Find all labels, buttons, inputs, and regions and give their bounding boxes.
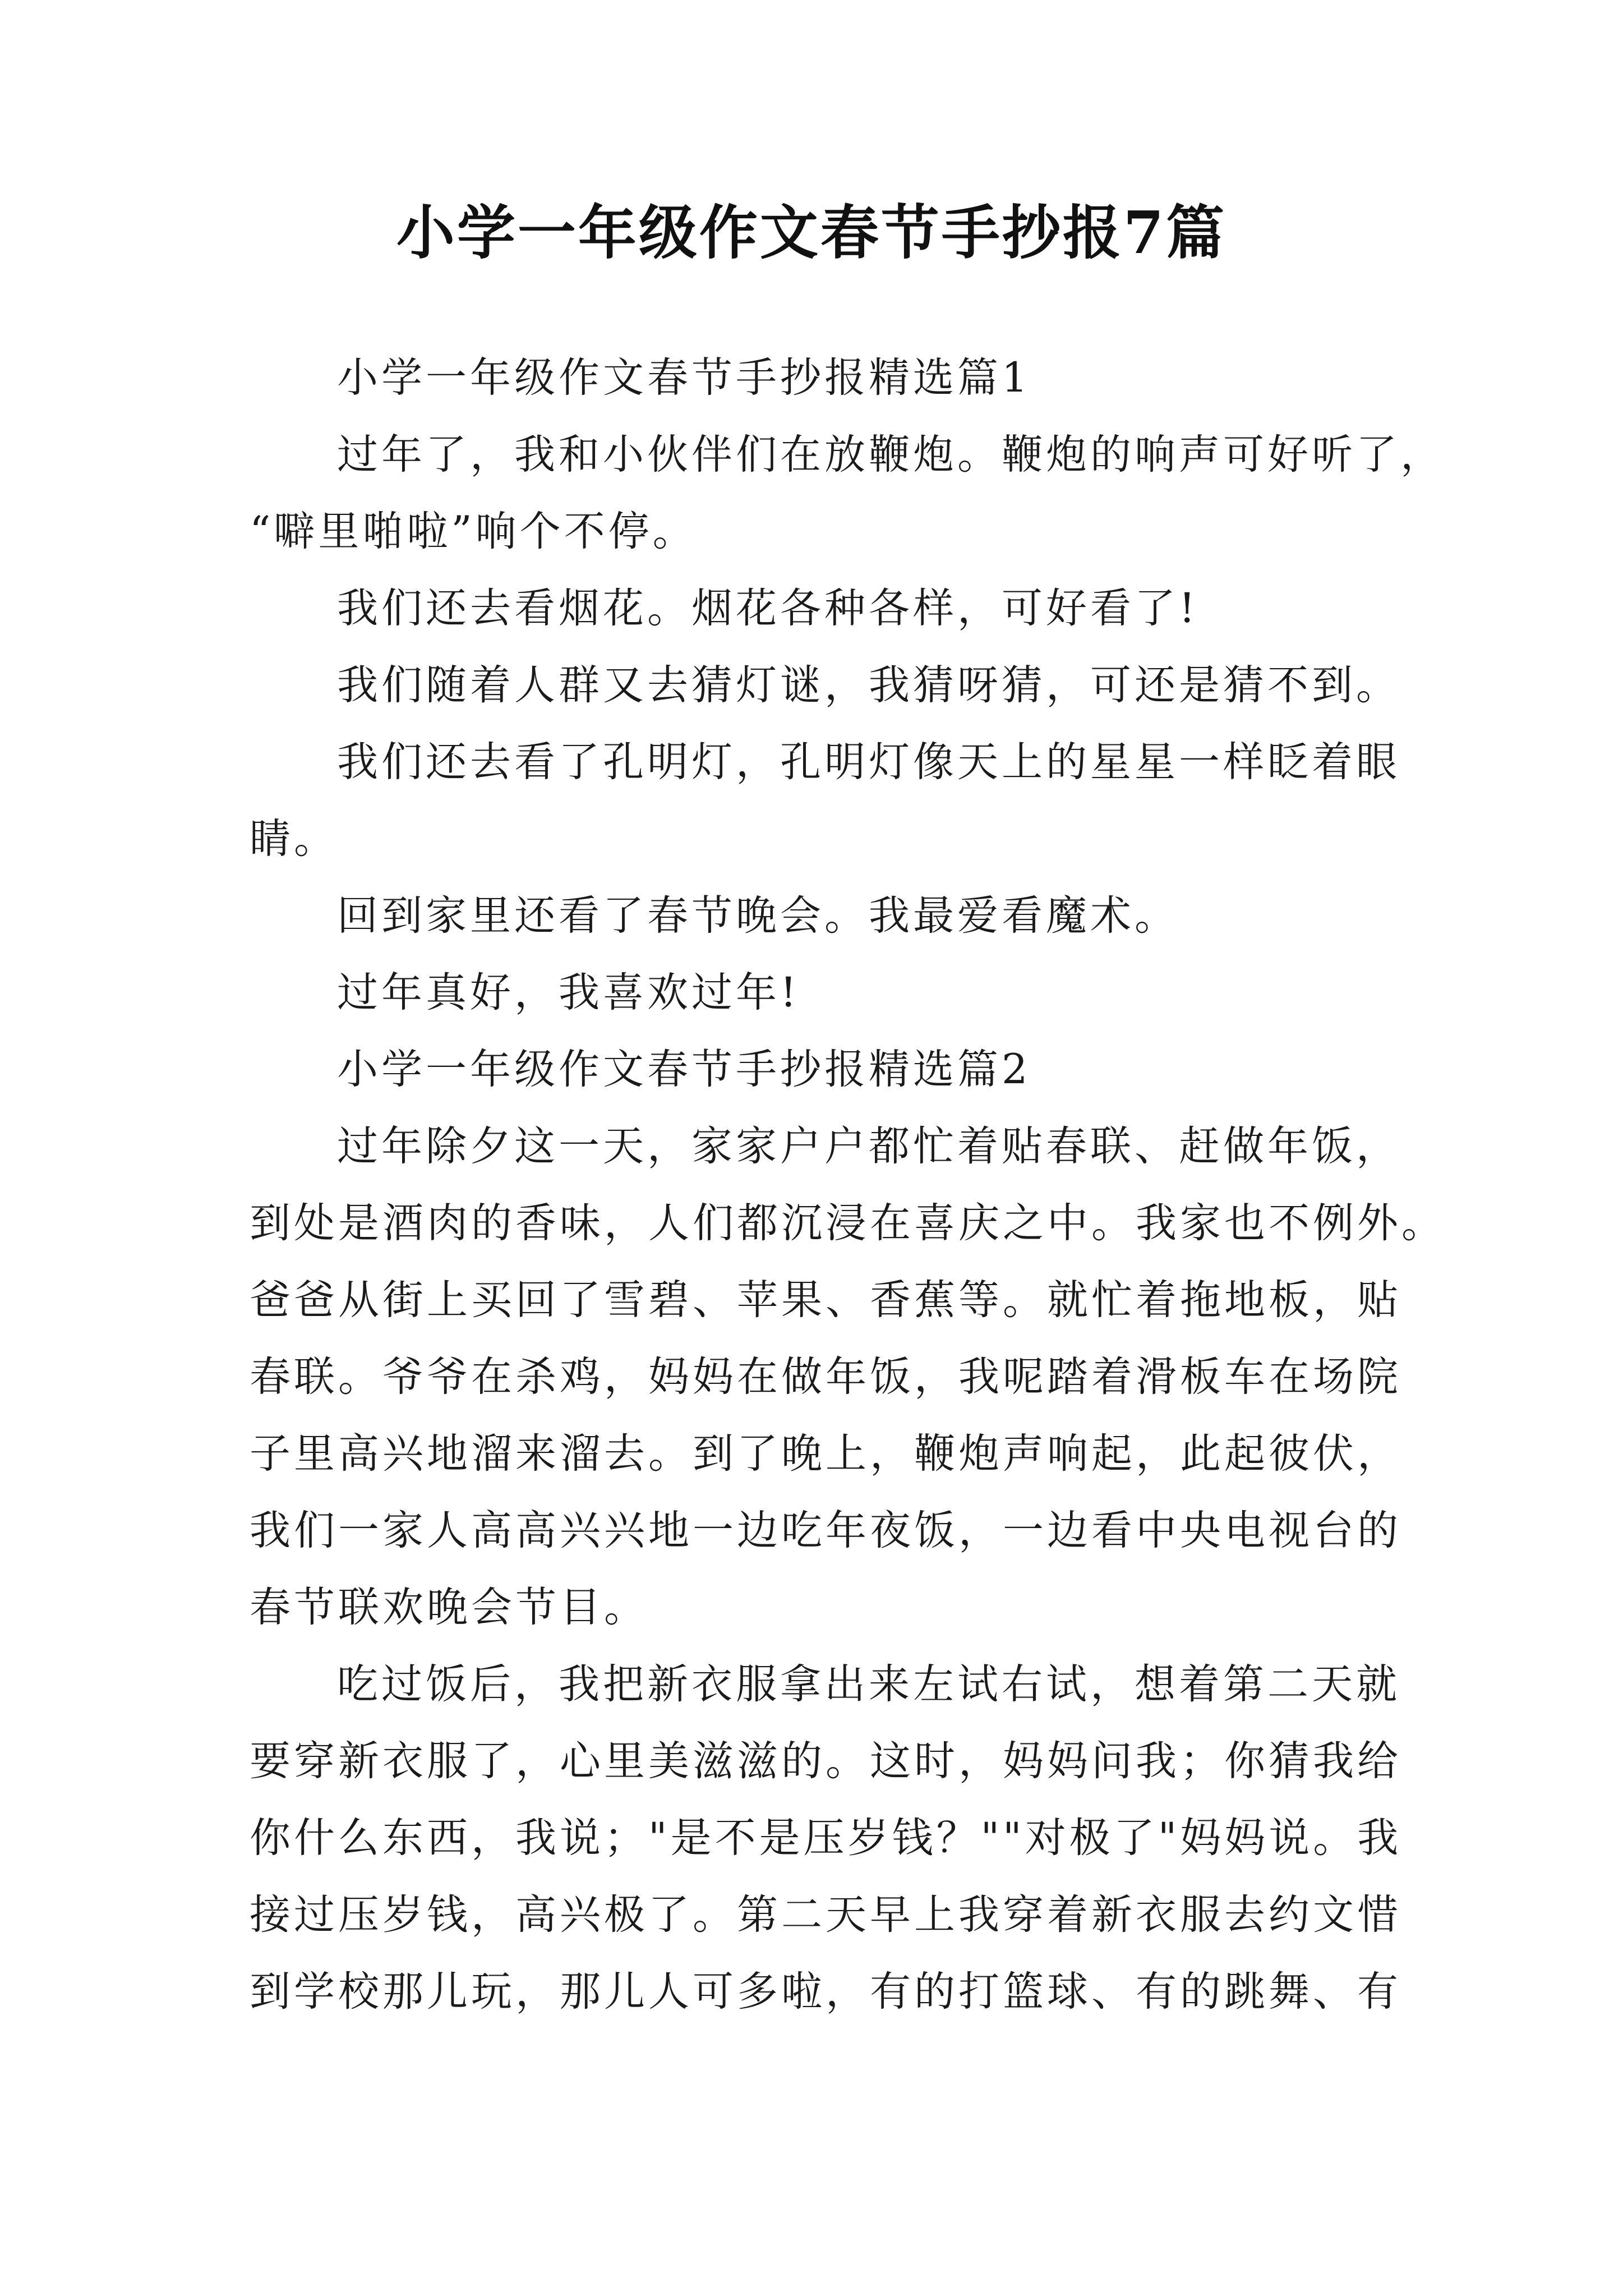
- paragraph-line: 接过压岁钱，高兴极了。第二天早上我穿着新衣服去约文惜: [250, 1891, 1401, 1939]
- paragraph-line: 春节联欢晚会节目。: [250, 1584, 648, 1631]
- section-heading: 小学一年级作文春节手抄报精选篇1: [337, 354, 1031, 402]
- paragraph-line: 我们还去看烟花。烟花各种各样，可好看了!: [337, 585, 1199, 632]
- document-body: [250, 339, 1446, 2030]
- paragraph-line: 爸爸从街上买回了雪碧、苹果、香蕉等。就忙着拖地板，贴: [250, 1276, 1401, 1324]
- section-heading: 小学一年级作文春节手抄报精选篇2: [337, 1046, 1031, 1093]
- paragraph-line: 过年真好，我喜欢过年!: [337, 969, 800, 1016]
- document-title: 小学一年级作文春节手抄报7篇: [396, 198, 1227, 267]
- paragraph-line: 睛。: [250, 815, 338, 863]
- paragraph-line: 我们还去看了孔明灯，孔明灯像天上的星星一样眨着眼: [337, 738, 1400, 786]
- paragraph-line: “噼里啪啦”响个不停。: [250, 508, 697, 555]
- paragraph-line: 回到家里还看了春节晚会。我最爱看魔术。: [337, 892, 1179, 940]
- paragraph-line: 过年除夕这一天，家家户户都忙着贴春联、赶做年饭，: [337, 1122, 1400, 1170]
- paragraph-line: 我们随着人群又去猜灯谜，我猜呀猜，可还是猜不到。: [337, 661, 1400, 709]
- paragraph-line: 要穿新衣服了，心里美滋滋的。这时，妈妈问我；你猜我给: [250, 1737, 1401, 1785]
- paragraph-line: 子里高兴地溜来溜去。到了晚上，鞭炮声响起，此起彼伏，: [250, 1430, 1401, 1478]
- paragraph-line: 到学校那儿玩，那儿人可多啦，有的打篮球、有的跳舞、有: [250, 1968, 1401, 2016]
- paragraph-line: 春联。爷爷在杀鸡，妈妈在做年饭，我呢踏着滑板车在场院: [250, 1353, 1401, 1401]
- paragraph-line: 吃过饭后，我把新衣服拿出来左试右试，想着第二天就: [337, 1660, 1400, 1708]
- paragraph-line: 过年了，我和小伙伴们在放鞭炮。鞭炮的响声可好听了，: [337, 431, 1445, 478]
- paragraph-line: 到处是酒肉的香味，人们都沉浸在喜庆之中。我家也不例外。: [250, 1199, 1446, 1247]
- paragraph-line: 我们一家人高高兴兴地一边吃年夜饭，一边看中央电视台的: [250, 1507, 1401, 1554]
- paragraph-line: 你什么东西，我说；"是不是压岁钱？""对极了"妈妈说。我: [250, 1814, 1402, 1862]
